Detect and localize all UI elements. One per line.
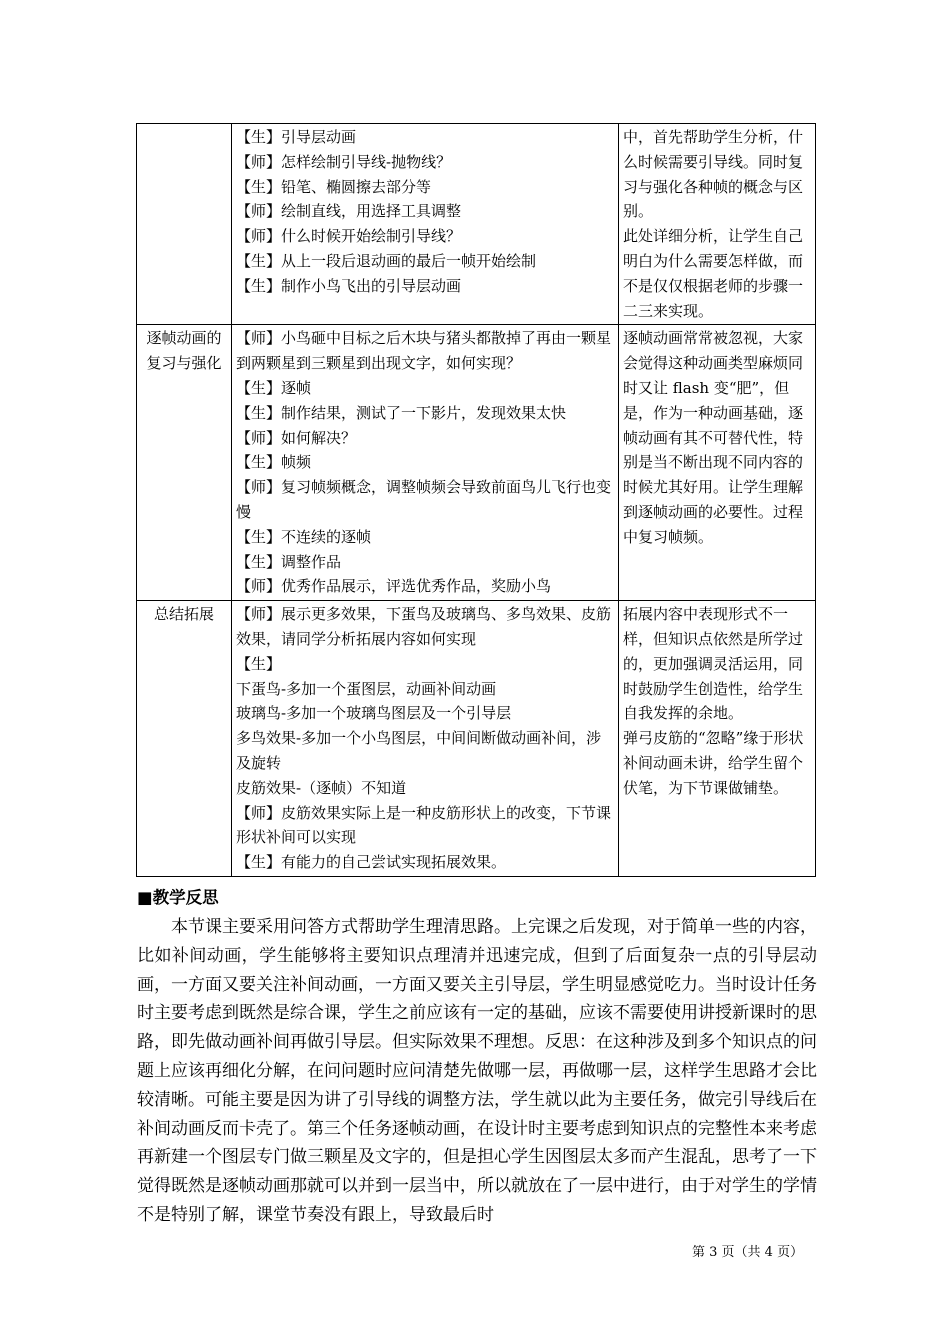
stage-cell [137,124,232,325]
process-line: 皮筋效果-（逐帧）不知道 [236,778,407,797]
process-line: 【生】帧频 [236,453,312,472]
process-line: 【师】绘制直线，用选择工具调整 [236,202,462,221]
intent-text: 弹弓皮筋的“忽略”缘于形状补间动画未讲，给学生留个伏笔，为下节课做铺垫。 [623,729,804,797]
process-line: 【师】如何解决？ [236,428,357,447]
process-line: 玻璃鸟-多加一个玻璃鸟图层及一个引导层 [236,704,512,723]
process-cell [232,124,619,325]
process-line: 【生】不连续的逐帧 [236,527,372,546]
stage-cell [137,325,232,601]
intent-cell [619,124,816,325]
table-row [137,124,816,325]
process-line: 【生】逐帧 [236,378,312,397]
reflection-paragraph: 本节课主要采用问答方式帮助学生理清思路。上完课之后发现，对于简单一些的内容，比如补间动画，学生能够将主要知识点理清并迅速完成，但到了后面复杂一点的引导层动画，一方面又要关注补间动画，一方面又要关主引导层，学生明显感觉吃力。当时设计任务时主要考虑到既然是综合课，学生之前应该有一定的基础，应该不需要使用讲授新课时的思路，即先做动画补间再做引导层。但实际效果不理想。反思：在这种涉及到多个知识点的问题上应该再细化分解，在问问题时应问清楚先做哪一层，再做哪一层，这样学生思路才会比较清晰。可能主要是因为讲了引导线的调整方法，学生就以此为主要任务，做完引导线后在补间动画反而卡壳了。第三个任务逐帧动画，在设计时主要考虑到知识点的完整性本来考虑再新建一个图层专门做三颗星及文字的，但是担心学生因图层太多而产生混乱，思考了一下觉得既然是逐帧动画那就可以并到一层当中，所以就放在了一层中进行，由于对学生的学情不是特别了解，课堂节奏没有跟上，导致最后时 [137,917,817,1225]
process-cell [232,325,619,601]
intent-cell [619,601,816,877]
process-line: 【师】怎样绘制引导线-抛物线？ [236,152,452,171]
stage-label: 逐帧动画的复习与强化 [146,329,222,373]
process-cell [232,601,619,877]
process-line: 【生】铅笔、椭圆擦去部分等 [236,177,432,196]
section-heading: ■教学反思 [137,888,219,907]
process-line: 【师】皮筋效果实际上是一种皮筋形状上的改变，下节课形状补间可以实现 [236,803,612,847]
process-line: 【生】引导层动画 [236,128,357,146]
intent-cell [619,325,816,601]
process-line: 【生】调整作品 [236,552,342,571]
page-number: 第 3 页（共 4 页） [692,1245,804,1260]
process-line: 【师】优秀作品展示，评选优秀作品，奖励小鸟 [236,577,552,596]
stage-cell [137,601,232,877]
process-line: 【生】有能力的自己尝试实现拓展效果。 [236,853,507,872]
process-line: 【师】展示更多效果，下蛋鸟及玻璃鸟、多鸟效果、皮筋效果，请同学分析拓展内容如何实现 [236,605,612,648]
intent-text: 逐帧动画常常被忽视，大家会觉得这种动画类型麻烦同时又让 flash 变“肥”，但是，作为一种动画基础，逐帧动画有其不可替代性，特别是当不断出现不同内容的时候尤其好用。让学生理解到逐帧动画的必要性。过程中复习帧频。 [623,329,804,546]
process-line: 【生】制作结果，测试了一下影片，发现效果太快 [236,403,567,422]
process-line: 【生】制作小鸟飞出的引导层动画 [236,276,462,295]
process-line: 【生】 [236,654,282,673]
process-line: 【生】从上一段后退动画的最后一帧开始绘制 [236,251,537,270]
lesson-table [136,123,816,877]
stage-label: 总结拓展 [153,605,214,624]
intent-text: 此处详细分析，让学生自己明白为什么需要怎样做，而不是仅仅根据老师的步骤一二三来实现。 [623,227,804,320]
process-line: 【师】复习帧频概念，调整帧频会导致前面鸟儿飞行也变慢 [236,478,612,521]
table-row [137,325,816,601]
process-line: 【师】什么时候开始绘制引导线？ [236,227,462,246]
process-line: 【师】小鸟砸中目标之后木块与猪头都散掉了再由一颗星到两颗星到三颗星到出现文字，如何实现？ [236,329,612,373]
intent-text: 中，首先帮助学生分析，什么时候需要引导线。同时复习与强化各种帧的概念与区别。 [623,128,804,221]
process-line: 下蛋鸟-多加一个蛋图层，动画补间动画 [236,679,497,698]
table-row [137,601,816,877]
intent-text: 拓展内容中表现形式不一样，但知识点依然是所学过的，更加强调灵活运用，同时鼓励学生创造性，给学生自我发挥的余地。 [623,605,804,723]
process-line: 多鸟效果-多加一个小鸟图层，中间间断做动画补间，涉及旋转 [236,729,602,772]
